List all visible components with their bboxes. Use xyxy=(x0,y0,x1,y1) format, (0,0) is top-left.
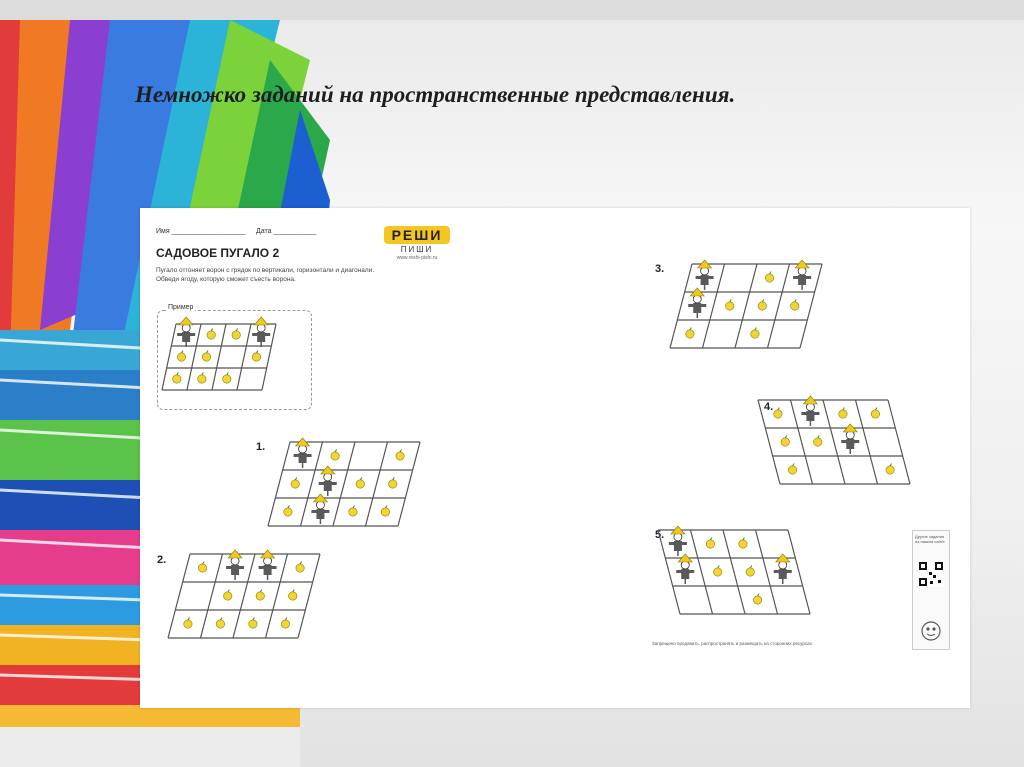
name-field: Имя ___________________ xyxy=(156,228,246,235)
berry-icon xyxy=(232,329,240,340)
example-label: Пример xyxy=(168,304,194,311)
task-number-2: 2. xyxy=(157,554,167,566)
qr-panel xyxy=(912,530,950,650)
berry-icon xyxy=(774,408,782,419)
berry-icon xyxy=(726,300,734,311)
berry-icon xyxy=(184,618,192,629)
qr-text: Другие задания на нашем сайте xyxy=(915,534,945,544)
worksheet-footer: Запрещено продавать, распространять и размещать на сторонних ресурсах. xyxy=(652,641,814,646)
task-number-3: 3. xyxy=(655,263,665,275)
berry-icon xyxy=(871,408,879,419)
berry-icon xyxy=(814,436,822,447)
berry-icon xyxy=(753,594,761,605)
worksheet xyxy=(140,208,970,708)
berry-icon xyxy=(389,478,397,489)
slide-title: Немножко заданий на пространственные представления. xyxy=(135,82,736,107)
berry-icon xyxy=(198,373,206,384)
date-field: Дата ___________ xyxy=(256,228,317,235)
worksheet-title: САДОВОЕ ПУГАЛО 2 xyxy=(156,246,280,260)
berry-icon xyxy=(751,328,759,339)
berry-icon xyxy=(331,450,339,461)
mascot-icon xyxy=(919,619,943,643)
berry-icon xyxy=(173,373,181,384)
scarecrow-icon xyxy=(252,317,270,347)
berry-icon xyxy=(396,450,404,461)
berry-icon xyxy=(758,300,766,311)
berry-icon xyxy=(202,351,210,362)
berry-icon xyxy=(686,328,694,339)
reshi-pishi-logo xyxy=(384,226,450,261)
berry-icon xyxy=(224,590,232,601)
berry-icon xyxy=(381,506,389,517)
berry-icon xyxy=(216,618,224,629)
worksheet-instructions: Пугало отгоняет ворон с грядок по вертикали, горизонтали и диагонали. Обведи ягоду, которую сможет съесть ворона. xyxy=(156,267,375,283)
task-4-grid xyxy=(780,394,940,494)
berry-icon xyxy=(223,373,231,384)
berry-icon xyxy=(207,329,215,340)
berry-icon xyxy=(198,562,206,573)
berry-icon xyxy=(296,562,304,573)
berry-icon xyxy=(886,464,894,475)
task-number-5: 5. xyxy=(655,529,665,541)
task-3-grid xyxy=(670,258,830,358)
berry-icon xyxy=(839,408,847,419)
berry-icon xyxy=(746,566,754,577)
berry-icon xyxy=(739,538,747,549)
berry-icon xyxy=(714,566,722,577)
berry-icon xyxy=(765,272,773,283)
berry-icon xyxy=(781,436,789,447)
scarecrow-icon xyxy=(177,317,195,347)
logo-sub-text: ПИШИ xyxy=(400,245,434,254)
logo-main-text: РЕШИ xyxy=(384,226,450,244)
berry-icon xyxy=(791,300,799,311)
berry-icon xyxy=(289,590,297,601)
berry-icon xyxy=(706,538,714,549)
task-5-grid xyxy=(680,524,840,624)
berry-icon xyxy=(284,506,292,517)
logo-url: www.reshi-pishi.ru xyxy=(396,255,438,261)
qr-code-icon xyxy=(918,561,944,587)
berry-icon xyxy=(356,478,364,489)
berry-icon xyxy=(291,478,299,489)
berry-icon xyxy=(252,351,260,362)
example-grid xyxy=(162,318,292,402)
berry-icon xyxy=(249,618,257,629)
task-1-grid xyxy=(268,436,428,536)
berry-icon xyxy=(256,590,264,601)
task-number-1: 1. xyxy=(256,441,266,453)
berry-icon xyxy=(177,351,185,362)
berry-icon xyxy=(788,464,796,475)
task-2-grid xyxy=(168,548,328,648)
berry-icon xyxy=(281,618,289,629)
berry-icon xyxy=(349,506,357,517)
task-number-4: 4. xyxy=(764,401,774,413)
